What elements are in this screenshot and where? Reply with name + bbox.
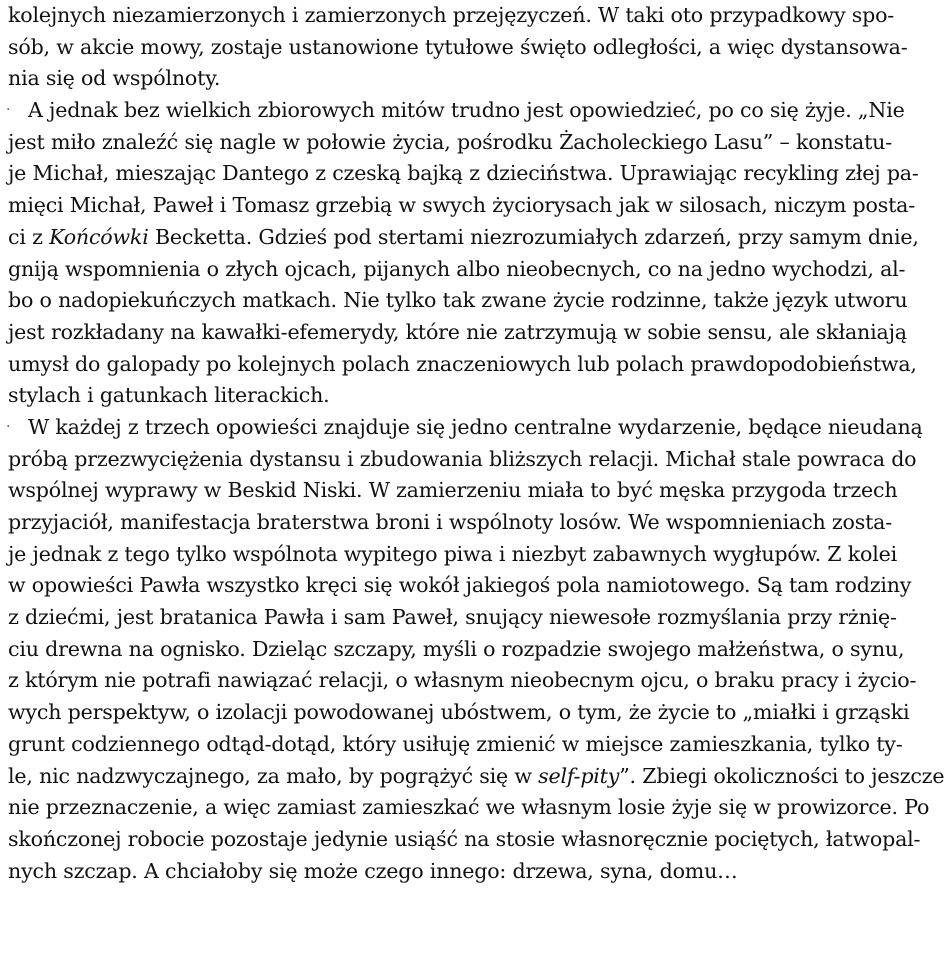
text-line — [8, 602, 897, 634]
text-run: wych perspektyw, o izolacji powodowanej ubóstwem, o tym, że życie to „miałki i grząski — [8, 700, 910, 725]
text-line — [8, 95, 905, 127]
text-line — [8, 570, 912, 602]
text-run: ”. Zbiegi okoliczności to jeszcze — [619, 763, 944, 788]
text-run: wspólnej wyprawy w Beskid Niski. W zamierzeniu miała to być męska przygoda trzech — [8, 478, 898, 503]
text-line — [8, 729, 903, 761]
text-line — [8, 792, 930, 824]
text-line — [8, 317, 907, 349]
text-line — [8, 444, 917, 476]
text-line — [8, 539, 897, 571]
text-line — [8, 856, 892, 888]
text-run: z dziećmi, jest bratanica Pawła i sam Paweł, snujący niewesołe rozmyślania przy rżnię- — [8, 605, 897, 630]
text-run: bo o nadopiekuńczych matkach. Nie tylko tak zwane życie rodzinne, także język utworu — [8, 288, 908, 313]
text-run: z którym nie potrafi nawiązać relacji, o własnym nieobecnym ojcu, o braku pracy i życio- — [8, 668, 917, 693]
text-run: przyjaciół, manifestacja braterstwa broni i wspólnoty losów. We wspomnieniach zosta- — [8, 510, 892, 534]
paragraph-marker: · — [6, 418, 11, 435]
text-line — [8, 761, 944, 793]
book-page — [6, 0, 944, 957]
text-run: A jednak bez wielkich zbiorowych mitów trudno jest opowiedzieć, po co się żyje. „Nie — [28, 98, 905, 123]
text-run: mięci Michał, Paweł i Tomasz grzebią w swych życiorysach jak w silosach, niczym posta- — [8, 193, 915, 218]
text-line — [8, 190, 915, 222]
text-line — [8, 697, 910, 729]
paragraph — [6, 95, 919, 412]
text-run: jest rozkładany na kawałki-efemerydy, które nie zatrzymują w sobie sensu, ale skłaniają — [8, 319, 907, 344]
text-line — [8, 380, 892, 412]
text-line — [8, 665, 917, 697]
italic-title: self-pity — [538, 763, 620, 788]
text-run: ci z — [8, 224, 50, 249]
paragraph — [8, 0, 908, 95]
text-run: le, nic nadzwyczajnego, za mało, by pogrążyć się w — [8, 763, 539, 788]
text-run: grunt codziennego odtąd-dotąd, który usiłuję zmienić w miejsce zamieszkania, tylko ty- — [8, 731, 903, 756]
text-line — [8, 63, 892, 95]
text-run: gniją wspomnienia o złych ojcach, pijanych albo nieobecnych, co na jedno wychodzi, al- — [8, 256, 906, 281]
text-run: ciu drewna na ognisko. Dzieląc szczapy, myśli o rozpadzie swojego małżeństwa, o synu, — [8, 636, 905, 661]
italic-title: Końcówki — [49, 224, 149, 249]
text-run: W każdej z trzech opowieści znajduje się jedno centralne wydarzenie, będące nieudaną — [28, 414, 923, 439]
text-run: nych szczap. A chciałoby się może czego innego: drzewa, syna, domu… — [8, 858, 738, 883]
text-run: skończonej robocie pozostaje jedynie usiąść na stosie własnoręcznie pociętych, łatwopal- — [8, 826, 921, 851]
text-line — [8, 158, 919, 190]
text-line — [8, 349, 917, 381]
text-line — [8, 254, 906, 286]
text-run: w opowieści Pawła wszystko kręci się wokół jakiegoś pola namiotowego. Są tam rodziny — [8, 573, 912, 598]
text-line — [8, 285, 908, 317]
text-run: umysł do galopady po kolejnych polach znaczeniowych lub polach prawdopodobieństwa, — [8, 351, 917, 376]
text-run: próbą przezwyciężenia dystansu i zbudowania bliższych relacji. Michał stale powraca do — [8, 446, 917, 471]
text-run: jest miło znaleźć się nagle w połowie życia, pośrodku Żacholeckiego Lasu” – konstatu- — [8, 129, 892, 154]
text-run: kolejnych niezamierzonych i zamierzonych przejęzyczeń. W taki oto przypadkowy spo- — [8, 3, 895, 27]
text-line — [8, 127, 892, 159]
text-run: nia się od wspólnoty. — [8, 66, 221, 91]
text-line — [8, 32, 908, 64]
text-line — [8, 634, 905, 666]
text-line — [8, 475, 898, 507]
text-run: nie przeznaczenie, a więc zamiast zamieszkać we własnym losie żyje się w prowizorce. Po — [8, 795, 930, 820]
text-line — [8, 222, 919, 254]
paragraph — [6, 412, 944, 887]
text-run: Becketta. Gdzieś pod stertami niezrozumiałych zdarzeń, przy samym dnie, — [148, 224, 919, 249]
text-run: je Michał, mieszając Dantego z czeską bajką z dzieciństwa. Uprawiając recykling złej pa- — [8, 161, 919, 186]
text-run: je jednak z tego tylko wspólnota wypitego piwa i niezbyt zabawnych wygłupów. Z kolei — [8, 541, 897, 566]
paragraph-marker: · — [6, 102, 11, 119]
text-line — [8, 824, 921, 856]
text-run: sób, w akcie mowy, zostaje ustanowione tytułowe święto odległości, a więc dystansowa- — [8, 34, 908, 59]
text-line — [8, 412, 923, 444]
text-run: stylach i gatunkach literackich. — [8, 383, 330, 408]
text-line — [8, 0, 895, 32]
text-line — [8, 507, 892, 539]
